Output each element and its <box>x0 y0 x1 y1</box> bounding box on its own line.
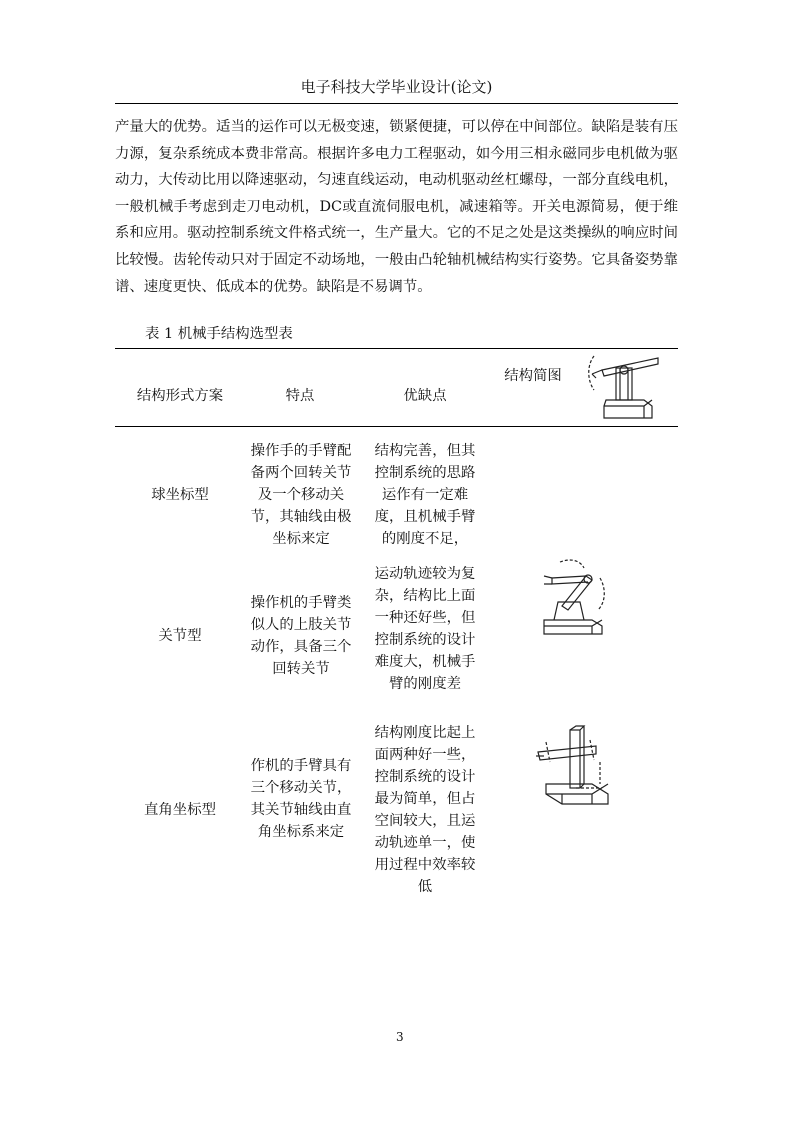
page-number: 3 <box>396 1030 404 1044</box>
header-pros-cons: 优缺点 <box>403 388 447 404</box>
cartesian-robot-diagram <box>536 722 612 812</box>
row-spherical-feature: 操作手的手臂配备两个回转关节及一个移动关节，其轴线由极坐标来定 <box>250 443 352 547</box>
body-paragraph: 产量大的优势。适当的运作可以无极变速，锁紧便捷，可以停在中间部位。缺陷是装有压力源，复杂系统成本费非常高。根据许多电力工程驱动，如今用三相永磁同步电机做为驱动力，大传动比用以降速驱动，匀速直线运动，电动机驱动丝杠螺母，一部分直线电机，一般机械手考虑到走刀电动机，DC或直流伺服电机，减速箱等。开关电源简易，便于维系和应用。驱动控制系统文件格式统一，生产量大。它的不足之处是这类操纵的响应时间比较慢。齿轮传动只对于固定不动场地，一般由凸轮轴机械结构实行姿势。它具备姿势靠谱、速度更快、低成本的优势。缺陷是不易调节。 <box>115 119 678 295</box>
row-spherical-pros-cons: 结构完善，但其控制系统的思路运作有一定难度，且机械手臂的刚度不足， <box>374 443 476 547</box>
header-diagram: 结构简图 <box>504 368 562 384</box>
header-feature: 特点 <box>285 388 315 404</box>
row-cartesian-pros-cons: 结构刚度比起上面两种好一些，控制系统的设计最为简单，但占空间较大，且运动轨迹单一，使用过程中效率较低 <box>374 725 476 895</box>
row-cartesian-name: 直角坐标型 <box>144 802 216 818</box>
row-articulated-name: 关节型 <box>158 628 202 644</box>
spherical-robot-diagram <box>582 350 662 422</box>
row-articulated-feature: 操作机的手臂类似人的上肢关节动作，具备三个回转关节 <box>250 595 352 677</box>
table-caption: 表 1 机械手结构选型表 <box>145 326 293 342</box>
header-structure-form: 结构形式方案 <box>136 388 224 404</box>
row-cartesian-feature: 作机的手臂具有三个移动关节，其关节轴线由直角坐标系来定 <box>250 758 352 840</box>
table-top-rule <box>115 348 678 349</box>
row-spherical-name: 球坐标型 <box>151 487 209 503</box>
row-articulated-pros-cons: 运动轨迹较为复杂，结构比上面一种还好些，但控制系统的设计难度大，机械手臂的刚度差 <box>374 566 476 692</box>
page-header: 电子科技大学毕业设计(论文) <box>115 76 678 104</box>
articulated-robot-diagram <box>540 558 608 638</box>
table-header-rule <box>115 426 678 427</box>
